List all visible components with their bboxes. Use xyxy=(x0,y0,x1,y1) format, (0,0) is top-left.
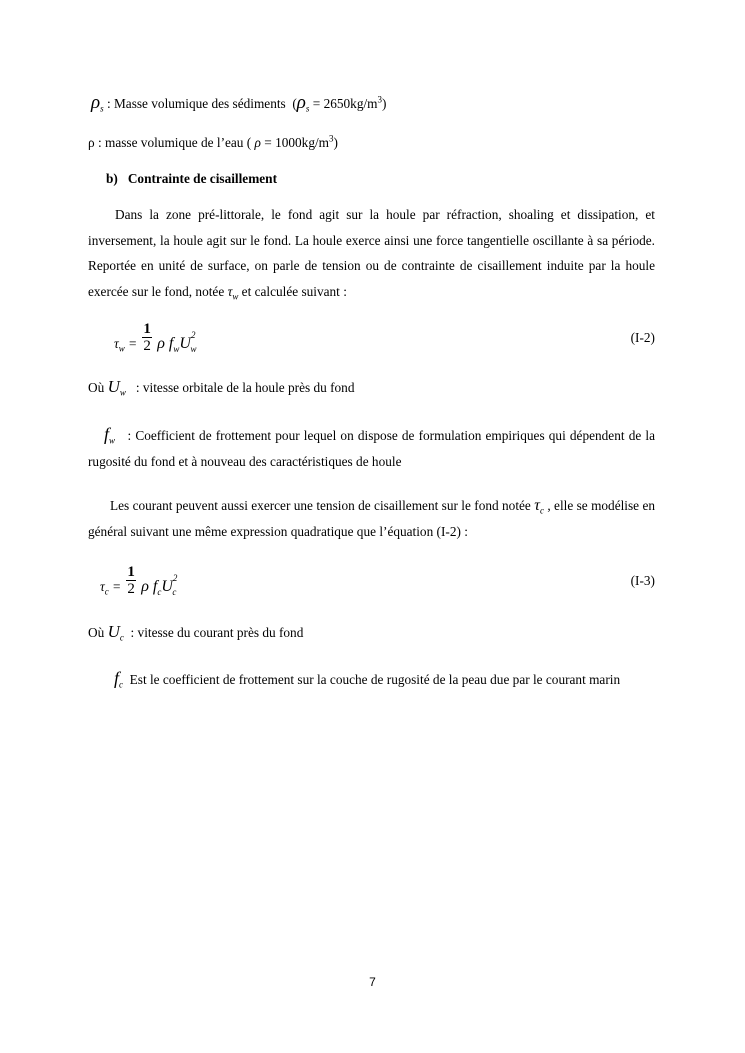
rho-s-description: : Masse volumique des sédiments xyxy=(106,96,286,111)
paragraph-1-text: Dans la zone pré-littorale, le fond agit sur la houle par réfraction, shoaling et dissipation, et inversement, la houle agit sur le fond. La houle exerce ainsi une force tangentielle oscillante à sa période. Reportée en unité de surface, on parle de tension ou de contrainte de cisaillement induite par la houle exercée sur le fond, notée xyxy=(88,207,655,299)
section-title: Contrainte de cisaillement xyxy=(127,171,278,186)
paragraph-2: Les courant peuvent aussi exercer une tension de cisaillement sur le fond notée $\tau_c$ , elle se modélise en général suivant une même expression quadratique que l’équation (I-2) : xyxy=(88,497,656,539)
section-letter: b) xyxy=(106,171,118,186)
fc-definition: $f_c$ Est le coefficient de frottement sur la couche de rugosité de la peau due par le courant marin xyxy=(114,668,621,690)
uw-definition: Où $U_w$ : vitesse orbitale de la houle près du fond xyxy=(88,377,355,398)
rho-value: = 1000kg/m xyxy=(264,135,330,150)
equation-i3-number: (I-3) xyxy=(630,573,655,588)
paragraph-2-start: Les courant peuvent aussi exercer une tension de cisaillement sur le fond notée xyxy=(110,498,531,513)
paragraph-2-end: , elle se modélise en général suivant une même expression quadratique que l’équation (I-2) : xyxy=(88,498,656,539)
rho-description: ρ : masse volumique de l’eau ( xyxy=(88,135,252,150)
uw-description: : vitesse orbitale de la houle près du fond xyxy=(135,380,355,395)
fw-description: : Coefficient de frottement pour lequel on dispose de formulation empiriques qui dépendent de la rugosité du fond et à nouveau des caractéristiques de houle xyxy=(88,428,655,469)
ou-label-1: Où xyxy=(88,380,105,395)
paragraph-1-end: et calculée suivant : xyxy=(241,283,347,299)
uc-definition: Où $U_c$ : vitesse du courant près du fond xyxy=(88,622,304,643)
section-heading xyxy=(106,171,673,187)
paragraph-1: Dans la zone pré-littorale, le fond agit sur la houle par réfraction, shoaling et dissipation, et inversement, la houle agit sur le fond. La houle exerce ainsi une force tangentielle oscillante à sa période. Reportée en unité de surface, on parle de tension ou de contrainte de cisaillement induite par la houle exercée sur le fond, notée $\tau_w$ et calculée suivant : xyxy=(88,207,655,302)
uc-description: : vitesse du courant près du fond xyxy=(130,625,304,640)
equation-i2-number: (I-2) xyxy=(630,330,655,345)
rho-definition: ρ : masse volumique de l’eau ( $\rho = 1000kg/m^3$) xyxy=(88,133,338,150)
rho-s-value: = 2650kg/m xyxy=(312,96,378,111)
rho-symbol: ρ xyxy=(254,135,261,150)
ou-label-2: Où xyxy=(88,625,105,640)
rho-s-definition: $\rho_s$ : Masse volumique des sédiments $(\rho_s = 2650kg/m^3)$ xyxy=(91,92,387,114)
fw-definition: $f_w$ : Coefficient de frottement pour lequel on dispose de formulation empiriques qui dépendent de la rugosité du fond et à nouveau des caractéristiques de houle xyxy=(88,424,655,469)
page-number: 7 xyxy=(369,975,376,989)
fc-description: Est le coefficient de frottement sur la couche de rugosité de la peau due par le courant marin xyxy=(129,672,621,687)
equation-i3: $\tau_c$ = $\frac{1}{2}$ ρ $f_cU^2_c$ (I-3) xyxy=(100,564,655,597)
equation-i2: $\tau_w$ = $\frac{1}{2}$ ρ $f_wU^2_w$ (I-2) xyxy=(114,321,655,354)
